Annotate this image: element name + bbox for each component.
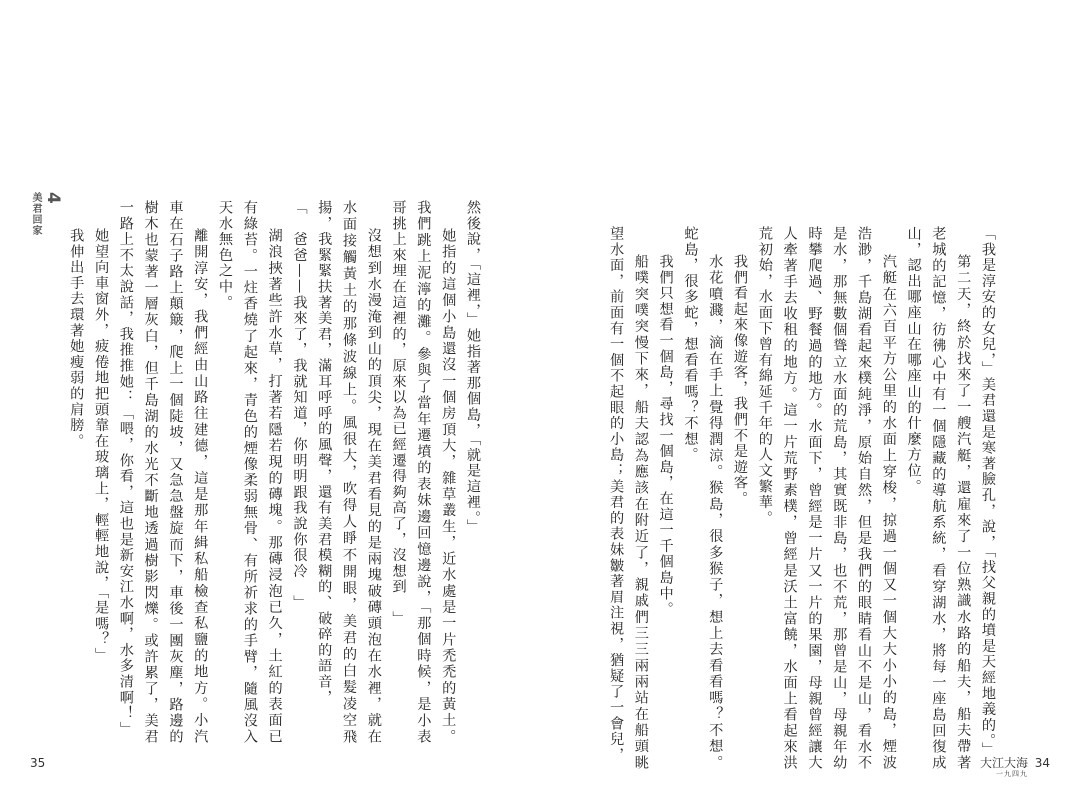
paragraph: 我們看起來像遊客，我們不是遊客。 [732, 254, 749, 508]
book-title: 大江大海 [979, 756, 1028, 770]
left-body-text [10, 200, 485, 745]
paragraph: 我們只想看一個島，尋找一個島，在這一千個島中。 [657, 254, 674, 618]
paragraph: 湖浪挾著些許水草，打著若隱若現的磚塊。那磚浸泡已久，土紅的表面已有綠苔。一炷香燒了起來，青色的煙像柔弱無骨、有所祈求的手臂，隨風沒入天水無色之中。 [217, 200, 283, 745]
paragraph: 我伸出手去環著她瘦弱的肩膀。 [68, 228, 85, 450]
page-number-left: 35 [30, 756, 46, 770]
book-year: 一九四九 [996, 770, 1028, 778]
paragraph: 她指的這個小島還沒一個房頂大，雜草叢生，近水處是一片禿禿的黃土。我們跳上泥濘的灘。參與了當年遷墳的表妹邊回憶邊說，「那個時候，是小表哥挑上來埋在這裡的，原來以為已經遷得夠高了，沒想到 」 [390, 200, 457, 745]
paragraph: 「 爸爸——我來了，我就知道，你明明跟我說你很冷 」 [291, 200, 308, 611]
paragraph: 然後說，「這裡，」她指著那個島，「就是這裡。」 [465, 200, 481, 535]
paragraph: 船噗突噗突慢下來，船夫認為應該在附近了，親戚們三三兩兩站在船頭眺望水面，前面有一個不起眼的小島；美君的表妹皺著眉注視，猶疑了一會兒， [608, 226, 649, 771]
chapter-title: 美君回家 [30, 192, 41, 236]
paragraph: 第二天，終於找來了一艘汽艇，還雇來了一位熟識水路的船夫，船夫帶著老城的記憶，彷彿心中有一個隱藏的導航系統，看穿湖水，將每一座島回復成山，認出哪座山在哪座山的什麼方位。 [905, 226, 972, 771]
chapter-number: 4 [43, 192, 63, 204]
paragraph: 「我是淳安的女兒，」美君還是寒著臉孔，說，「找父親的墳是天經地義的。」 [980, 226, 996, 758]
paragraph: 水花噴濺，滴在手上覺得潤涼。猴島，很多猴子，想上去看看嗎？不想。蛇島，很多蛇，想看看嗎？不想。 [682, 226, 724, 771]
paragraph: 沒想到水漫淹到山的頂尖，現在美君看見的是兩塊破磚頭泡在水裡，就在水面接觸黃土的那條波線上。風很大，吹得人睜不開眼，美君的白髮凌空飛揚，我緊緊扶著美君，滿耳呼呼的風聲，還有美君模糊的、破碎的語音， [316, 200, 382, 745]
page-number-right: 34 [1034, 756, 1050, 770]
paragraph: 離開淳安，我們經由山路往建德，這是那年緝私船檢查私鹽的地方。小汽車在石子路上顛簸，爬上一個陡坡，又急急盤旋而下，車後一團灰塵，路邊的樹木也蒙著一層灰白，但千島湖的水光不斷地透過樹影閃爍。或許累了，美君一路上不太說話，我推推她：「喂，你看，這也是新安江水啊，水多清啊！」 [117, 200, 209, 745]
running-head [980, 754, 1028, 779]
right-body-text [540, 226, 1000, 771]
paragraph: 她望向車窗外，疲倦地把頭靠在玻璃上，輕輕地說，「是嗎？」 [93, 228, 110, 664]
right-page [540, 0, 1080, 810]
paragraph: 汽艇在六百平方公里的水面上穿梭，掠過一個又一個大大小小的島，煙波浩渺，千島湖看起來樸純淨，原始自然，但是我們的眼睛看山不是山，看水不是水，那無數個聳立水面的荒島，其實既非島，也不荒，那曾是山，母親年幼時攀爬過、野餐過的地方。水面下，曾經是一片又一片的果園，母親曾經讓大人牽著手去收租的地方。這一片荒野素樸，曾經是沃土富饒，水面上看起來洪荒初始，水面下曾有綿延千年的人文繁華。 [756, 226, 897, 771]
